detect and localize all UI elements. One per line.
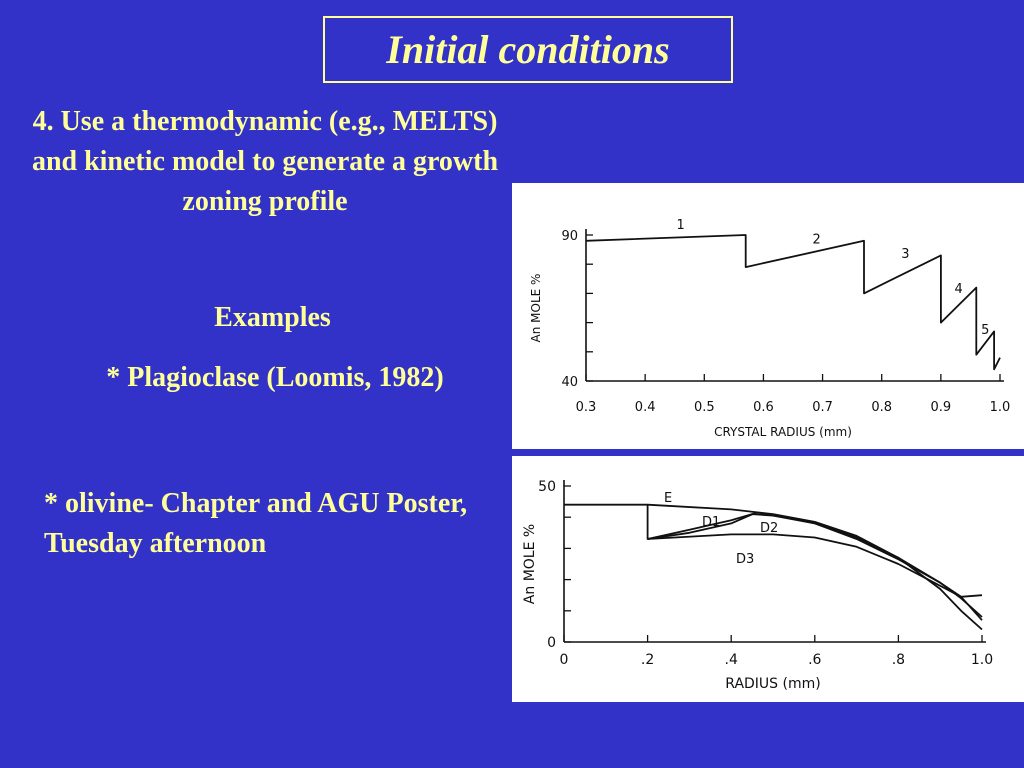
y-tick-label: 50 bbox=[538, 479, 556, 495]
series-line-d3 bbox=[648, 534, 982, 596]
x-tick-label: 0.3 bbox=[575, 400, 597, 415]
x-tick-label: 0.4 bbox=[634, 400, 656, 415]
title-frame bbox=[323, 16, 733, 83]
series-label-e: E bbox=[664, 491, 673, 506]
olivine-example: * olivine- Chapter and AGU Poster, Tuesday afternoon bbox=[44, 488, 468, 559]
x-tick-label: 0.5 bbox=[693, 400, 715, 415]
examples-heading: Examples bbox=[214, 302, 331, 333]
plagioclase-zoning-chart bbox=[512, 183, 1024, 449]
x-tick-label: 1.0 bbox=[970, 652, 994, 668]
series-label-d2: D2 bbox=[760, 521, 779, 536]
y-tick-label: 40 bbox=[561, 375, 578, 390]
x-tick-label: .6 bbox=[808, 652, 822, 668]
y-tick-label: 90 bbox=[561, 229, 578, 244]
series-label-d3: D3 bbox=[736, 552, 755, 567]
y-tick-label: 0 bbox=[547, 635, 556, 651]
x-tick-label: .2 bbox=[640, 652, 655, 668]
x-axis-label: CRYSTAL RADIUS (mm) bbox=[714, 425, 852, 439]
y-axis-label: An MOLE % bbox=[522, 523, 538, 605]
x-tick-label: 1.0 bbox=[989, 400, 1011, 415]
series-label-d1: D1 bbox=[702, 515, 721, 530]
slide-title: Initial conditions bbox=[386, 27, 670, 72]
segment-label: 3 bbox=[901, 247, 910, 263]
olivine-zoning-chart bbox=[512, 456, 1024, 702]
segment-label: 4 bbox=[954, 282, 963, 298]
x-tick-label: .8 bbox=[891, 652, 906, 668]
segment-label: 1 bbox=[676, 218, 685, 233]
x-tick-label: 0 bbox=[559, 652, 569, 668]
y-axis-label: An MOLE % bbox=[529, 273, 543, 343]
x-tick-label: 0.9 bbox=[930, 400, 952, 415]
segment-label: 5 bbox=[981, 323, 990, 339]
x-axis-label: RADIUS (mm) bbox=[725, 676, 821, 692]
step-number: 4. bbox=[32, 106, 54, 137]
plagioclase-chart-panel bbox=[512, 183, 1024, 449]
segment-label: 2 bbox=[812, 232, 821, 248]
olivine-chart-panel bbox=[512, 456, 1024, 702]
plagioclase-example: * Plagioclase (Loomis, 1982) bbox=[106, 362, 444, 393]
zoning-profile-line bbox=[586, 232, 1000, 369]
step-text: Use a thermodynamic (e.g., MELTS) and kinetic model to generate a growth zoning profile bbox=[31, 106, 499, 217]
x-tick-label: 0.6 bbox=[753, 400, 774, 415]
x-tick-label: 0.7 bbox=[812, 400, 833, 415]
step-paragraph bbox=[20, 102, 510, 222]
x-tick-label: .4 bbox=[724, 652, 738, 668]
x-tick-label: 0.8 bbox=[871, 400, 893, 415]
